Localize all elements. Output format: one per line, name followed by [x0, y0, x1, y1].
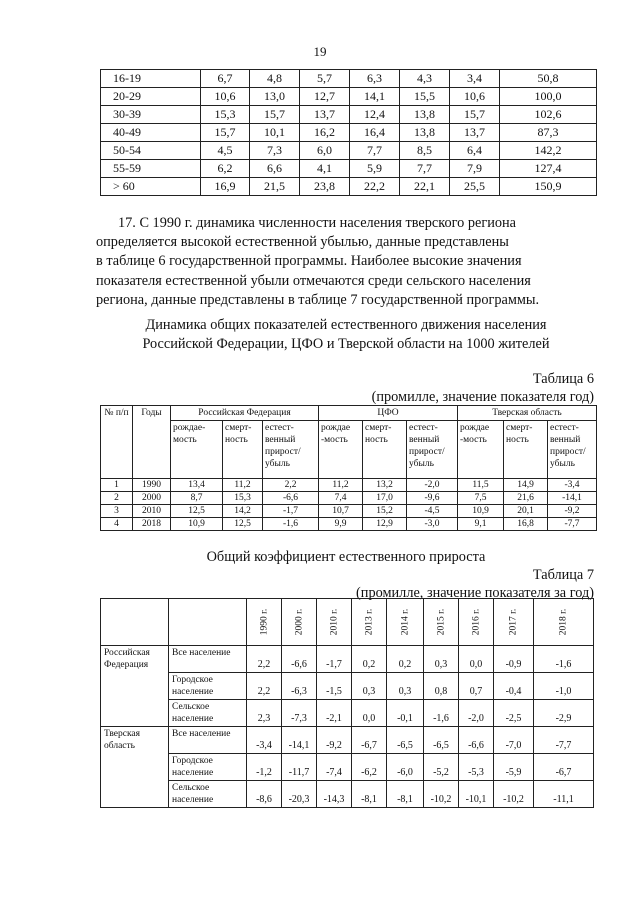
subheader-cell: рождае-мость [171, 421, 223, 479]
value-cell: -2,9 [534, 700, 594, 727]
value-cell: 4,5 [201, 142, 250, 160]
value-cell: -2,0 [459, 700, 494, 727]
value-cell: 12,4 [350, 106, 400, 124]
value-cell: 13,2 [363, 479, 407, 492]
table-row [101, 106, 597, 124]
value-cell: 0,3 [387, 673, 424, 700]
value-cell: 0,2 [387, 646, 424, 673]
table7-heading: Общий коэффициент естественного прироста [206, 549, 486, 565]
value-cell: 0,0 [352, 700, 387, 727]
value-cell: 2,2 [247, 646, 282, 673]
table-row [101, 70, 597, 88]
value-cell: 15,3 [201, 106, 250, 124]
age-cell: 40-49 [101, 124, 201, 142]
value-cell: 7,9 [450, 160, 500, 178]
value-cell: -2,5 [494, 700, 534, 727]
table-row [101, 142, 597, 160]
value-cell: 102,6 [500, 106, 597, 124]
year-header-row [101, 599, 594, 646]
value-cell: 3,4 [450, 70, 500, 88]
value-cell: -8,1 [387, 781, 424, 808]
value-cell: -2,1 [317, 700, 352, 727]
value-cell: -5,9 [494, 754, 534, 781]
table6-unit: (промилле, значение показателя год) [371, 389, 594, 405]
value-cell: -6,2 [352, 754, 387, 781]
value-cell: 9,9 [319, 518, 363, 531]
value-cell: 16,2 [300, 124, 350, 142]
value-cell: 14,1 [350, 88, 400, 106]
value-cell: -14,3 [317, 781, 352, 808]
value-cell: 9,1 [458, 518, 504, 531]
value-cell: 5,9 [350, 160, 400, 178]
value-cell: 10,1 [250, 124, 300, 142]
year-header-cell [424, 599, 459, 646]
year-header-cell [247, 599, 282, 646]
year-label: 2018 г. [558, 608, 569, 636]
year-header-cell [494, 599, 534, 646]
value-cell: 0,3 [424, 646, 459, 673]
value-cell: -6,6 [282, 646, 317, 673]
value-cell: 12,9 [363, 518, 407, 531]
table-row [101, 178, 597, 196]
value-cell: 13,0 [250, 88, 300, 106]
value-cell: 22,2 [350, 178, 400, 196]
value-cell: -14,1 [282, 727, 317, 754]
empty-header-cell [101, 599, 169, 646]
year-header-cell [387, 599, 424, 646]
value-cell: -10,2 [494, 781, 534, 808]
value-cell: 0,7 [459, 673, 494, 700]
value-cell: 10,7 [319, 505, 363, 518]
value-cell: -9,2 [317, 727, 352, 754]
value-cell: 17,0 [363, 492, 407, 505]
value-cell: 23,8 [300, 178, 350, 196]
table6-heading-line: Российской Федерации, ЦФО и Тверской области на 1000 жителей [142, 336, 550, 352]
value-cell: 150,9 [500, 178, 597, 196]
value-cell: 2,2 [247, 673, 282, 700]
value-cell: 10,9 [458, 505, 504, 518]
value-cell: 15,7 [201, 124, 250, 142]
value-cell: -11,1 [534, 781, 594, 808]
paragraph-line: показателя естественной убыли отмечаются среди сельского населения [96, 272, 531, 289]
value-cell: -6,7 [534, 754, 594, 781]
value-cell: -6,5 [387, 727, 424, 754]
value-cell: 25,5 [450, 178, 500, 196]
value-cell: -5,3 [459, 754, 494, 781]
table-row [101, 479, 597, 492]
value-cell: -6,5 [424, 727, 459, 754]
value-cell: 142,2 [500, 142, 597, 160]
value-cell: -3,4 [247, 727, 282, 754]
value-cell: -3,4 [548, 479, 597, 492]
value-cell: -20,3 [282, 781, 317, 808]
value-cell: -7,0 [494, 727, 534, 754]
age-cell: 50-54 [101, 142, 201, 160]
category-cell: Все население [169, 646, 247, 673]
age-cell: 55-59 [101, 160, 201, 178]
table-row [101, 88, 597, 106]
value-cell: -6,0 [387, 754, 424, 781]
value-cell: -6,7 [352, 727, 387, 754]
value-cell: 12,7 [300, 88, 350, 106]
age-cell: 16-19 [101, 70, 201, 88]
value-cell: 8,5 [400, 142, 450, 160]
year-label: 2010 г. [328, 608, 339, 636]
paragraph-17 [96, 214, 596, 310]
year-cell: 2010 [133, 505, 171, 518]
value-cell: 14,2 [223, 505, 263, 518]
value-cell: -9,2 [548, 505, 597, 518]
value-cell: 11,2 [223, 479, 263, 492]
value-cell: -2,0 [407, 479, 458, 492]
table6-label: Таблица 6 [532, 371, 594, 387]
value-cell: -7,7 [534, 727, 594, 754]
value-cell: -10,2 [424, 781, 459, 808]
table-row [101, 646, 594, 673]
value-cell: 15,7 [450, 106, 500, 124]
value-cell: 16,9 [201, 178, 250, 196]
empty-header-cell [169, 599, 247, 646]
value-cell: 10,6 [450, 88, 500, 106]
page-number: 19 [313, 44, 327, 59]
value-cell: 0,8 [424, 673, 459, 700]
table7-unit: (промилле, значение показателя за год) [356, 585, 594, 601]
value-cell: 11,5 [458, 479, 504, 492]
value-cell: 6,3 [350, 70, 400, 88]
value-cell: 7,4 [319, 492, 363, 505]
year-header-cell [459, 599, 494, 646]
table-row [101, 700, 594, 727]
value-cell: -3,0 [407, 518, 458, 531]
row-number-cell: 1 [101, 479, 133, 492]
value-cell: 0,0 [459, 646, 494, 673]
value-cell: 4,1 [300, 160, 350, 178]
value-cell: 16,4 [350, 124, 400, 142]
value-cell: -1,6 [534, 646, 594, 673]
value-cell: 7,5 [458, 492, 504, 505]
year-header-cell [317, 599, 352, 646]
value-cell: 12,5 [223, 518, 263, 531]
table6-heading-line: Динамика общих показателей естественного движения населения [145, 317, 547, 333]
group-header: Тверская область [458, 406, 597, 421]
value-cell: 13,8 [400, 106, 450, 124]
age-cell: 20-29 [101, 88, 201, 106]
value-cell: -9,6 [407, 492, 458, 505]
category-cell: Городское население [169, 673, 247, 700]
category-cell: Все население [169, 727, 247, 754]
year-cell: 1990 [133, 479, 171, 492]
subheader-cell: естест-венный прирост/ убыль [263, 421, 319, 479]
year-header-cell [352, 599, 387, 646]
value-cell: -6,3 [282, 673, 317, 700]
paragraph-line: 17. С 1990 г. динамика численности населения тверского региона [118, 215, 516, 231]
subheader-cell: рождае -мость [458, 421, 504, 479]
subheader-cell: рождае -мость [319, 421, 363, 479]
table6-caption [372, 370, 594, 406]
table6-heading [96, 316, 596, 354]
natural-growth-table [100, 598, 594, 808]
col-years-header: Годы [133, 406, 171, 479]
year-label: 2000 г. [293, 608, 304, 636]
value-cell: -5,2 [424, 754, 459, 781]
value-cell: -1,2 [247, 754, 282, 781]
value-cell: -8,1 [352, 781, 387, 808]
value-cell: 7,7 [400, 160, 450, 178]
value-cell: -4,5 [407, 505, 458, 518]
paragraph-line: региона, данные представлены в таблице 7 государственной программы. [96, 291, 540, 308]
value-cell: -1,6 [263, 518, 319, 531]
year-label: 2017 г. [508, 608, 519, 636]
year-cell: 2018 [133, 518, 171, 531]
value-cell: 10,6 [201, 88, 250, 106]
value-cell: 7,7 [350, 142, 400, 160]
year-label: 2015 г. [435, 608, 446, 636]
subheader-cell: естест-венный прирост/ убыль [548, 421, 597, 479]
value-cell: 21,6 [504, 492, 548, 505]
paragraph-line: определяется высокой естественной убылью, данные представлены [96, 234, 509, 251]
value-cell: 87,3 [500, 124, 597, 142]
value-cell: 16,8 [504, 518, 548, 531]
value-cell: -7,3 [282, 700, 317, 727]
value-cell: -6,6 [263, 492, 319, 505]
value-cell: 0,2 [352, 646, 387, 673]
table-row [101, 673, 594, 700]
value-cell: 4,8 [250, 70, 300, 88]
region-cell: Тверская область [101, 727, 169, 808]
value-cell: 8,7 [171, 492, 223, 505]
year-label: 2016 г. [470, 608, 481, 636]
row-number-cell: 3 [101, 505, 133, 518]
value-cell: 100,0 [500, 88, 597, 106]
value-cell: -1,6 [424, 700, 459, 727]
year-label: 2013 г. [363, 608, 374, 636]
table-row [101, 160, 597, 178]
age-distribution-table [100, 69, 597, 196]
value-cell: 6,7 [201, 70, 250, 88]
natural-movement-table [100, 405, 597, 531]
value-cell: 2,3 [247, 700, 282, 727]
value-cell: 15,2 [363, 505, 407, 518]
value-cell: -7,7 [548, 518, 597, 531]
year-cell: 2000 [133, 492, 171, 505]
value-cell: 13,7 [450, 124, 500, 142]
subheader-cell: смерт-ность [363, 421, 407, 479]
value-cell: 6,0 [300, 142, 350, 160]
year-label: 2014 г. [399, 608, 410, 636]
category-cell: Городское население [169, 754, 247, 781]
value-cell: 15,7 [250, 106, 300, 124]
group-header: ЦФО [319, 406, 458, 421]
value-cell: 21,5 [250, 178, 300, 196]
category-cell: Сельское население [169, 700, 247, 727]
value-cell: 6,4 [450, 142, 500, 160]
paragraph-line: в таблице 6 государственной программы. Наиболее высокие значения [96, 253, 522, 270]
value-cell: 12,5 [171, 505, 223, 518]
group-header: Российская Федерация [171, 406, 319, 421]
col-num-header: № п/п [101, 406, 133, 479]
value-cell: 15,3 [223, 492, 263, 505]
table-row [101, 492, 597, 505]
value-cell: 22,1 [400, 178, 450, 196]
value-cell: 50,8 [500, 70, 597, 88]
value-cell: 6,2 [201, 160, 250, 178]
value-cell: 15,5 [400, 88, 450, 106]
value-cell: 13,8 [400, 124, 450, 142]
value-cell: 7,3 [250, 142, 300, 160]
table-row [101, 505, 597, 518]
value-cell: -0,9 [494, 646, 534, 673]
subheader-cell: смерт-ность [223, 421, 263, 479]
value-cell: -7,4 [317, 754, 352, 781]
value-cell: 127,4 [500, 160, 597, 178]
value-cell: 4,3 [400, 70, 450, 88]
row-number-cell: 4 [101, 518, 133, 531]
year-header-cell [534, 599, 594, 646]
value-cell: 6,6 [250, 160, 300, 178]
value-cell: 11,2 [319, 479, 363, 492]
table7-caption [356, 566, 594, 602]
value-cell: -1,0 [534, 673, 594, 700]
value-cell: -8,6 [247, 781, 282, 808]
value-cell: 20,1 [504, 505, 548, 518]
table-row [101, 727, 594, 754]
table7-label: Таблица 7 [532, 567, 594, 583]
value-cell: -0,4 [494, 673, 534, 700]
value-cell: -0,1 [387, 700, 424, 727]
value-cell: -6,6 [459, 727, 494, 754]
value-cell: 0,3 [352, 673, 387, 700]
value-cell: -1,7 [317, 646, 352, 673]
table-row [101, 124, 597, 142]
value-cell: -1,5 [317, 673, 352, 700]
region-cell: Российская Федерация [101, 646, 169, 727]
value-cell: 14,9 [504, 479, 548, 492]
table-row [101, 518, 597, 531]
table-row [101, 754, 594, 781]
value-cell: 10,9 [171, 518, 223, 531]
subheader-cell: естест-венный прирост/ убыль [407, 421, 458, 479]
value-cell: -10,1 [459, 781, 494, 808]
age-cell: 30-39 [101, 106, 201, 124]
value-cell: -14,1 [548, 492, 597, 505]
table-row [101, 781, 594, 808]
value-cell: -11,7 [282, 754, 317, 781]
category-cell: Сельское население [169, 781, 247, 808]
value-cell: 13,7 [300, 106, 350, 124]
year-label: 1990 г. [258, 608, 269, 636]
subheader-cell: смерт-ность [504, 421, 548, 479]
value-cell: -1,7 [263, 505, 319, 518]
year-header-cell [282, 599, 317, 646]
value-cell: 5,7 [300, 70, 350, 88]
value-cell: 2,2 [263, 479, 319, 492]
value-cell: 13,4 [171, 479, 223, 492]
age-cell: > 60 [101, 178, 201, 196]
row-number-cell: 2 [101, 492, 133, 505]
